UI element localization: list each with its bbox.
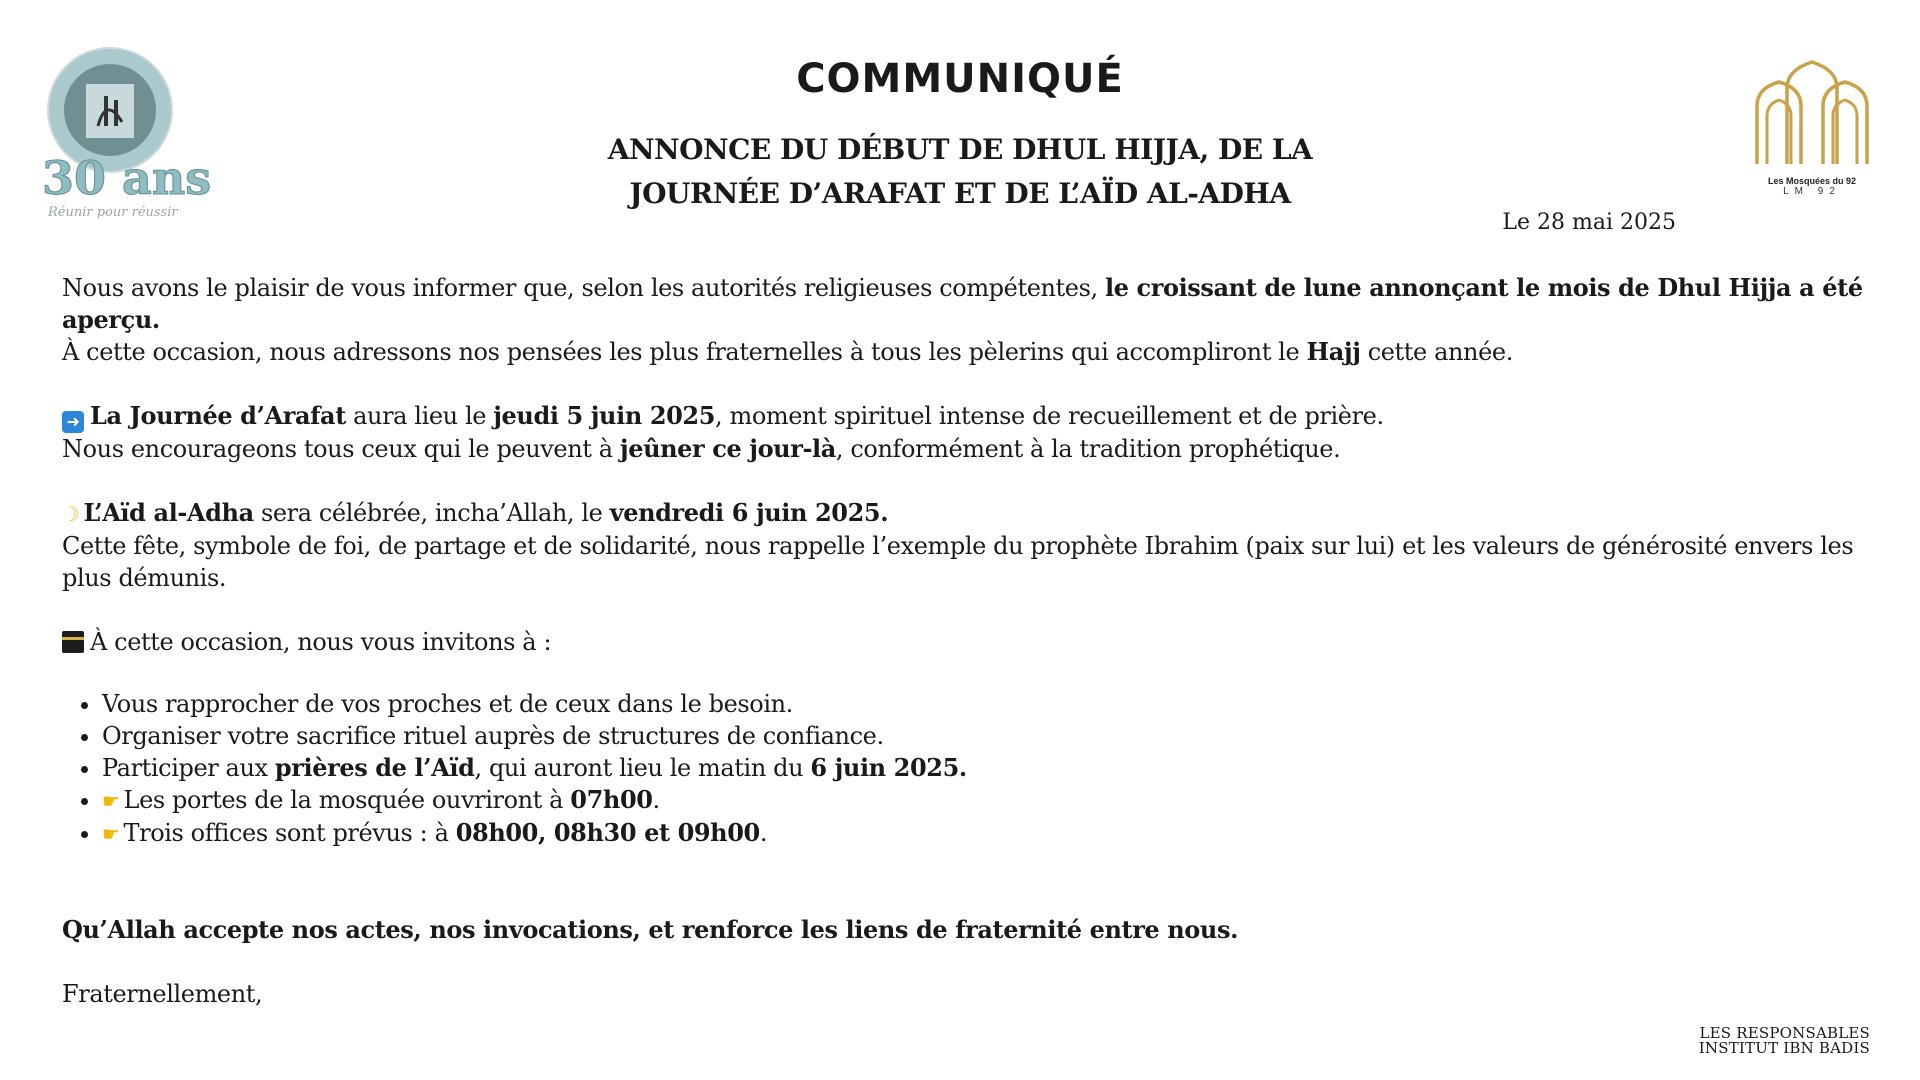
intro-bold-text: le croissant de lune annonçant le mois de Dhul Hijja a été aperçu.: [62, 273, 1863, 334]
intro-paragraph-2: [62, 336, 1892, 368]
logo-sub-caption: LM 92: [1783, 186, 1841, 197]
intro-text-2a: À cette occasion, nous adressons nos pensées les plus fraternelles à tous les pèlerins qui accompliront le: [62, 338, 1307, 366]
list-text: .: [759, 819, 768, 847]
salutation: Fraternellement,: [62, 980, 263, 1008]
list-text: Participer aux: [102, 754, 275, 782]
spacer: [62, 882, 1892, 914]
closing-prayer: Qu’Allah accepte nos actes, nos invocations, et renforce les liens de fraternité entre nous.: [62, 915, 1239, 944]
right-arrow-icon: ➜: [62, 411, 84, 433]
communique-body: [62, 272, 1892, 1010]
page-title: COMMUNIQUÉ: [796, 56, 1124, 102]
list-text: , qui auront lieu le matin du: [474, 754, 811, 782]
list-text: Les portes de la mosquée ouvriront à: [123, 786, 571, 814]
list-bold: 08h00, 08h30 et 09h00: [455, 818, 760, 847]
aid-line-2: Cette fête, symbole de foi, de partage et de solidarité, nous rappelle l’exemple du prophète Ibrahim (paix sur lui) et les valeurs de générosité envers les plus démunis.: [62, 532, 1854, 592]
list-bold: 6 juin 2025.: [810, 753, 967, 782]
aid-date: vendredi 6 juin 2025.: [609, 498, 889, 527]
list-item: [102, 752, 1892, 784]
logo-caption: Les Mosquées du 92: [1767, 176, 1857, 186]
arafat-text-2: , moment spirituel intense de recueillement et de prière.: [715, 402, 1384, 430]
page-subtitle: [560, 128, 1360, 216]
list-text: .: [652, 786, 660, 814]
signature: [1640, 1026, 1870, 1056]
aid-text-1: sera célébrée, incha’Allah, le: [253, 499, 610, 527]
logo-motto-text: Réunir pour réussir: [48, 205, 178, 220]
spacer: [62, 594, 1892, 626]
arafat-line-1: [62, 400, 1892, 433]
intro-text-2b: cette année.: [1360, 338, 1513, 366]
subtitle-line-1: ANNONCE DU DÉBUT DE DHUL HIJJA, DE LA: [607, 133, 1313, 166]
list-item: • Vous rapprocher de vos proches et de ceux dans le besoin.: [102, 688, 1892, 720]
spacer: [62, 368, 1892, 400]
intro-text: Nous avons le plaisir de vous informer que, selon les autorités religieuses compétentes,: [62, 274, 1105, 302]
spacer: [62, 946, 1892, 978]
list-bold: 07h00: [570, 785, 653, 814]
arafat-bold-1: La Journée d’Arafat: [90, 401, 346, 430]
arafat-fast-bold: jeûner ce jour-là: [619, 434, 836, 463]
list-item: • Organiser votre sacrifice rituel auprès de structures de confiance.: [102, 720, 1892, 752]
kaaba-icon: [62, 631, 84, 653]
list-item: [102, 817, 1892, 850]
aid-bold-1: L’Aïd al-Adha: [83, 498, 254, 527]
hajj-bold: Hajj: [1306, 337, 1361, 366]
invite-intro: [62, 626, 1892, 658]
arafat-date: jeudi 5 juin 2025: [493, 401, 716, 430]
list-bold: prières de l’Aïd: [274, 753, 475, 782]
intro-paragraph-1: [62, 272, 1892, 336]
arafat-line-2: [62, 433, 1892, 465]
pointing-hand-icon: ☛: [102, 822, 120, 846]
document-date: Le 28 mai 2025: [1502, 210, 1676, 235]
signature-line-2: INSTITUT IBN BADIS: [1698, 1039, 1870, 1057]
logo-years-text: 30 ans: [42, 151, 212, 205]
arafat-text-1: aura lieu le: [345, 402, 494, 430]
pointing-hand-icon: ☛: [102, 789, 120, 813]
list-text: Trois offices sont prévus : à: [123, 819, 456, 847]
invite-list: [62, 688, 1892, 850]
list-item: [102, 784, 1892, 817]
subtitle-line-2: JOURNÉE D’ARAFAT ET DE L’AÏD AL-ADHA: [629, 177, 1291, 210]
arafat-text-3: Nous encourageons tous ceux qui le peuvent à: [62, 435, 620, 463]
signature-line-1: LES RESPONSABLES: [1699, 1024, 1870, 1042]
spacer: [62, 658, 1892, 688]
spacer: [62, 850, 1892, 882]
aid-line-1: [62, 497, 1892, 530]
arafat-text-4: , conformément à la tradition prophétique.: [835, 435, 1341, 463]
spacer: [62, 465, 1892, 497]
invite-text: À cette occasion, nous vous invitons à :: [90, 628, 552, 656]
crescent-moon-icon: ☽: [62, 502, 80, 526]
